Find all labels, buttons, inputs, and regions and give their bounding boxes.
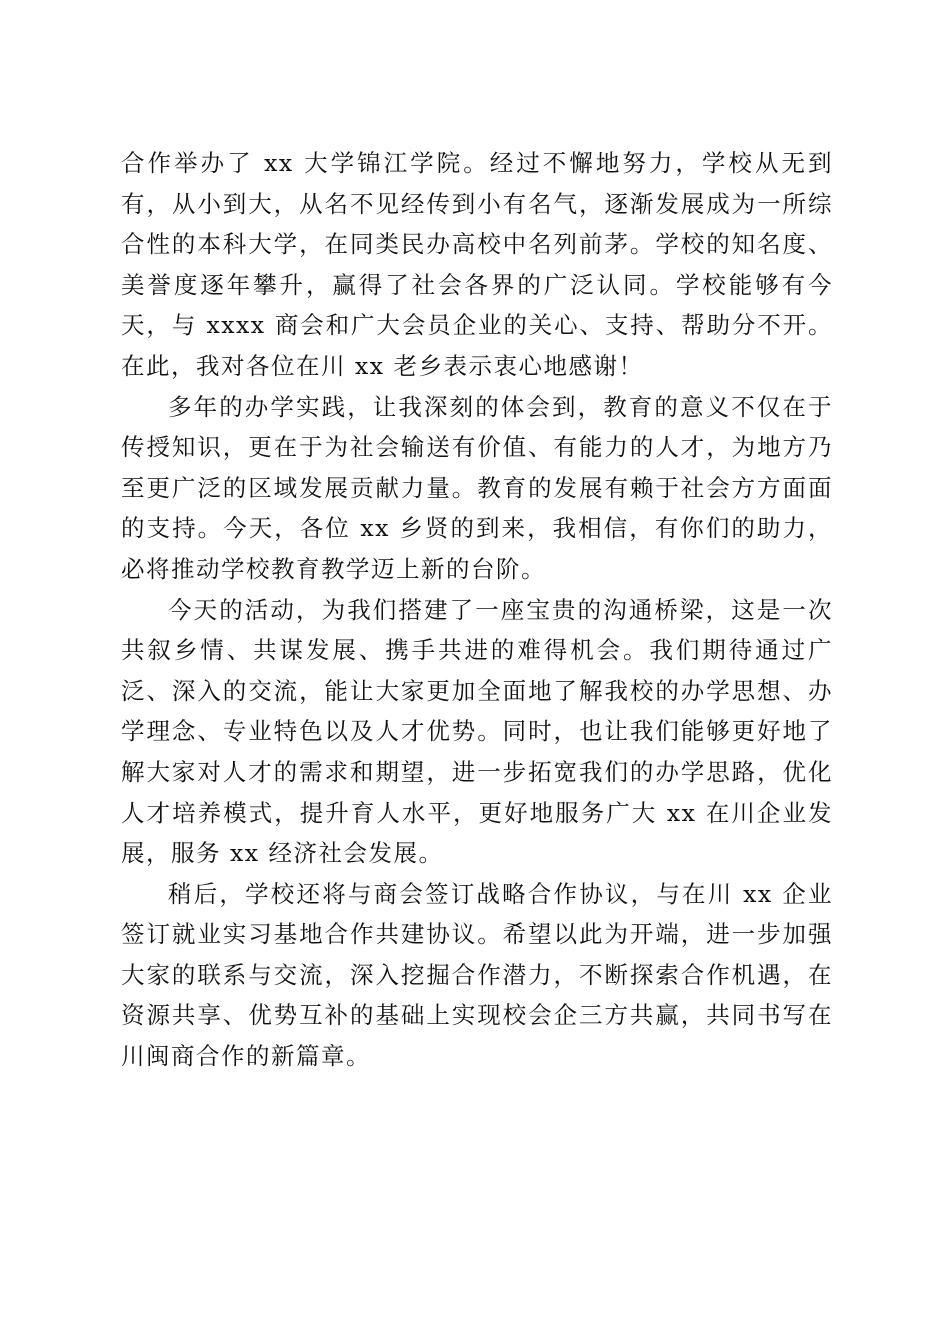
paragraph-education-meaning: 多年的办学实践，让我深刻的体会到，教育的意义不仅在于传授知识，更在于为社会输送有价值、有能力的人才，为地方乃至更广泛的区域发展贡献力量。教育的发展有赖于社会方方面面的支持。今天，各位 xx 乡贤的到来，我相信，有你们的助力，必将推动学校教育教学迈上新的台阶。: [121, 392, 833, 583]
paragraph-continued: 合作举办了 xx 大学锦江学院。经过不懈地努力，学校从无到有，从小到大，从名不见经传到小有名气，逐渐发展成为一所综合性的本科大学，在同类民办高校中名列前茅。学校的知名度、美誉度逐年攀升，赢得了社会各界的广泛认同。学校能够有今天，与 xxxx 商会和广大会员企业的关心、支持、帮助分不开。在此，我对各位在川 xx 老乡表示衷心地感谢！: [121, 149, 833, 380]
paragraph-today-activity: 今天的活动，为我们搭建了一座宝贵的沟通桥梁，这是一次共叙乡情、共谋发展、携手共进的难得机会。我们期待通过广泛、深入的交流，能让大家更加全面地了解我校的办学思想、办学理念、专业特色以及人才优势。同时，也让我们能够更好地了解大家对人才的需求和期望，进一步拓宽我们的办学思路，优化人才培养模式，提升育人水平，更好地服务广大 xx 在川企业发展，服务 xx 经济社会发展。: [121, 595, 833, 868]
paragraph-cooperation-agreement: 稍后，学校还将与商会签订战略合作协议，与在川 xx 企业签订就业实习基地合作共建协议。希望以此为开端，进一步加强大家的联系与交流，深入挖掘合作潜力，不断探索合作机遇，在资源共享、优势互补的基础上实现校会企三方共赢，共同书写在川闽商合作的新篇章。: [121, 879, 833, 1071]
document-body: [121, 143, 833, 1077]
